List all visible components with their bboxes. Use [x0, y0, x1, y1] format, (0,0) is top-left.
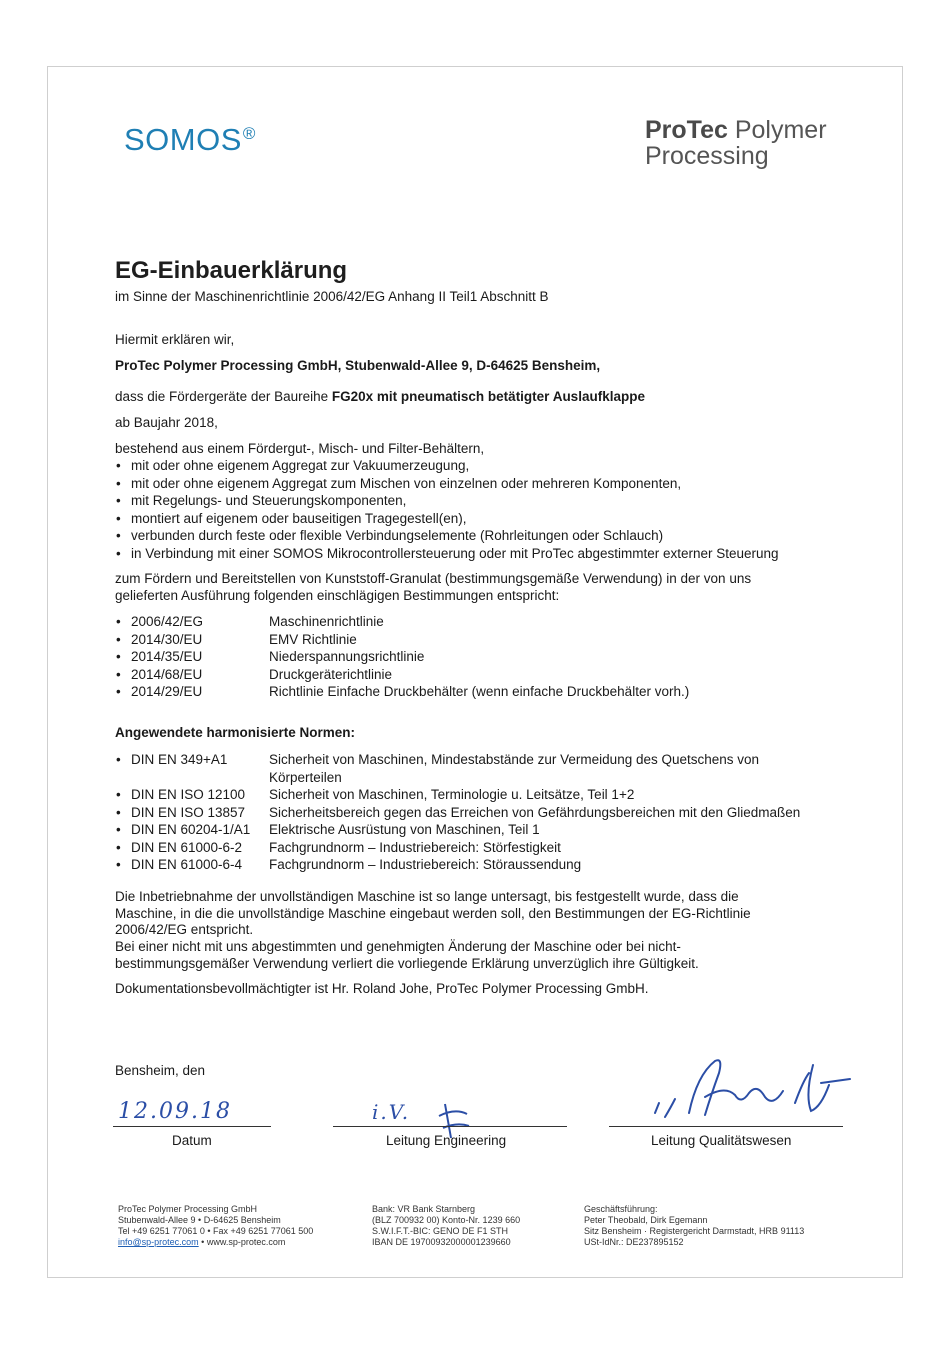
- engineering-caption: Leitung Engineering: [386, 1133, 507, 1148]
- consisting-line: bestehend aus einem Fördergut-, Misch- und Filter-Behältern,: [115, 441, 485, 456]
- quality-signature: [645, 1055, 860, 1130]
- directive-row: [115, 667, 689, 685]
- somos-logo: [124, 122, 256, 158]
- subtitle: im Sinne der Maschinenrichtlinie 2006/42/EG Anhang II Teil1 Abschnitt B: [115, 289, 549, 304]
- footer-bank: [372, 1204, 520, 1248]
- list-item: • in Verbindung mit einer SOMOS Mikrocontrollersteuerung oder mit ProTec abgestimmter externer Steuerung: [115, 546, 779, 564]
- directive-row: [115, 614, 689, 632]
- list-item: • mit oder ohne eigenem Aggregat zum Mischen von einzelnen oder mehreren Komponenten,: [115, 476, 779, 494]
- directive-row: [115, 684, 689, 702]
- directive-name: EMV Richtlinie: [269, 631, 357, 647]
- protec-logo: [645, 117, 845, 169]
- list-item: • mit oder ohne eigenem Aggregat zur Vakuumerzeugung,: [115, 458, 779, 476]
- norm-row-continuation: [115, 770, 800, 788]
- norm-name: Sicherheit von Maschinen, Terminologie u. Leitsätze, Teil 1+2: [269, 787, 635, 802]
- norm-name: Fachgrundnorm – Industriebereich: Störaussendung: [269, 857, 582, 872]
- norms-list: [115, 752, 800, 875]
- directive-code: 2014/68/EU: [131, 666, 203, 682]
- norm-code: DIN EN ISO 13857: [131, 804, 246, 820]
- norm-name-continued: Körperteilen: [269, 769, 342, 785]
- directive-code: 2006/42/EG: [131, 614, 204, 629]
- handwritten-date: 12.09.18: [118, 1099, 232, 1124]
- norm-name: Fachgrundnorm – Industriebereich: Störfestigkeit: [269, 839, 561, 855]
- directive-row: [115, 632, 689, 650]
- paragraph-line: bestimmungsgemäßer Verwendung verliert die vorliegende Erklärung unverzüglich ihre Gültigkeit.: [115, 956, 699, 971]
- footer-company: [118, 1204, 313, 1248]
- footer-line: S.W.I.F.T.-BIC: GENO DE F1 STH: [372, 1226, 509, 1236]
- year-line: ab Baujahr 2018,: [115, 415, 218, 430]
- directive-name: Druckgeräterichtlinie: [269, 666, 393, 682]
- norm-row: [115, 857, 800, 875]
- norm-row: [115, 822, 800, 840]
- intro-text: Hiermit erklären wir,: [115, 332, 235, 347]
- list-item: • montiert auf eigenem oder bauseitigen Tragegestell(en),: [115, 511, 779, 529]
- website-text: • www.sp-protec.com: [198, 1237, 286, 1247]
- protec-logo-bold: ProTec: [645, 117, 728, 144]
- footer-line: Peter Theobald, Dirk Egemann: [584, 1215, 708, 1225]
- protec-logo-line2: Processing: [645, 142, 769, 169]
- directive-name: Niederspannungsrichtlinie: [269, 649, 425, 664]
- norm-code: DIN EN 61000-6-2: [131, 839, 243, 855]
- norm-code: DIN EN 61000-6-4: [131, 857, 243, 872]
- norm-row: [115, 840, 800, 858]
- device-prefix: dass die Fördergeräte der Baureihe: [115, 389, 332, 404]
- handwritten-iv: i.V.: [372, 1100, 411, 1124]
- footer-line: IBAN DE 19700932000001239660: [372, 1237, 511, 1247]
- company-line: ProTec Polymer Processing GmbH, Stubenwald-Allee 9, D-64625 Bensheim,: [115, 358, 601, 373]
- norm-row: [115, 787, 800, 805]
- norm-code: DIN EN 349+A1: [131, 752, 228, 767]
- place-label: Bensheim, den: [115, 1063, 206, 1078]
- directive-name: Richtlinie Einfache Druckbehälter (wenn einfache Druckbehälter vorh.): [269, 684, 690, 699]
- norms-heading: Angewendete harmonisierte Normen:: [115, 725, 356, 740]
- purpose-line-1: zum Fördern und Bereitstellen von Kunststoff-Granulat (bestimmungsgemäße Verwendung) in der von uns: [115, 571, 752, 586]
- footer-line: USt-IdNr.: DE237895152: [584, 1237, 684, 1247]
- date-caption: Datum: [172, 1133, 212, 1148]
- registered-mark: ®: [242, 124, 256, 143]
- engineering-signature-line: [333, 1126, 567, 1127]
- paragraph-line: Bei einer nicht mit uns abgestimmten und genehmigten Änderung der Maschine oder bei nicht-: [115, 939, 681, 954]
- norm-name: Sicherheitsbereich gegen das Erreichen von Gefährdungsbereichen mit den Gliedmaßen: [269, 804, 801, 820]
- directive-name: Maschinenrichtlinie: [269, 614, 384, 629]
- feature-list: [115, 458, 779, 563]
- page-title: EG-Einbauerklärung: [115, 257, 348, 284]
- norm-code: DIN EN 60204-1/A1: [131, 822, 251, 837]
- purpose-line-2: gelieferten Ausführung folgenden einschlägigen Bestimmungen entspricht:: [115, 588, 560, 603]
- footer-line: (BLZ 700932 00) Konto-Nr. 1239 660: [372, 1215, 521, 1225]
- norm-row: [115, 805, 800, 823]
- footer-contact: [118, 1237, 313, 1248]
- footer-line: Geschäftsführung:: [584, 1204, 658, 1214]
- norm-name: Sicherheit von Maschinen, Mindestabstände zur Vermeidung des Quetschens von: [269, 752, 760, 767]
- paragraph-line: 2006/42/EG entspricht.: [115, 922, 254, 937]
- paragraph-line: Maschine, in die die unvollständige Maschine eingebaut werden soll, den Bestimmungen der EG-Richtlinie: [115, 906, 751, 921]
- directive-code: 2014/30/EU: [131, 631, 203, 647]
- list-item: • verbunden durch feste oder flexible Verbindungselemente (Rohrleitungen oder Schlauch): [115, 528, 779, 546]
- directive-code: 2014/35/EU: [131, 649, 203, 664]
- paragraph-line: Die Inbetriebnahme der unvollständigen Maschine ist so lange untersagt, bis festgestellt wurde, dass die: [115, 889, 739, 904]
- footer-line: Bank: VR Bank Starnberg: [372, 1204, 476, 1214]
- protec-logo-rest: Polymer: [727, 117, 827, 144]
- directive-code: 2014/29/EU: [131, 684, 203, 699]
- footer-line: Tel +49 6251 77061 0 • Fax +49 6251 77061 500: [118, 1226, 314, 1236]
- footer-line: Stubenwald-Allee 9 • D-64625 Bensheim: [118, 1215, 281, 1225]
- norm-row: [115, 752, 800, 770]
- somos-logo-text: SOMOS: [124, 122, 242, 157]
- email-link[interactable]: info@sp-protec.com: [118, 1237, 199, 1247]
- norm-code: DIN EN ISO 12100: [131, 787, 246, 802]
- list-item: • mit Regelungs- und Steuerungskomponenten,: [115, 493, 779, 511]
- directive-row: [115, 649, 689, 667]
- device-line: [115, 389, 645, 404]
- quality-caption: Leitung Qualitätswesen: [651, 1133, 792, 1148]
- norm-name: Elektrische Ausrüstung von Maschinen, Teil 1: [269, 822, 540, 837]
- directive-list: [115, 614, 689, 702]
- device-name: FG20x mit pneumatisch betätigter Auslaufklappe: [331, 389, 645, 404]
- footer-line: Sitz Bensheim · Registergericht Darmstadt, HRB 91113: [584, 1226, 805, 1236]
- quality-signature-line: [609, 1126, 843, 1127]
- representative-line: Dokumentationsbevollmächtigter ist Hr. Roland Johe, ProTec Polymer Processing GmbH.: [115, 981, 649, 996]
- date-signature-line: [113, 1126, 271, 1127]
- footer-management: [584, 1204, 804, 1248]
- footer-line: ProTec Polymer Processing GmbH: [118, 1204, 258, 1214]
